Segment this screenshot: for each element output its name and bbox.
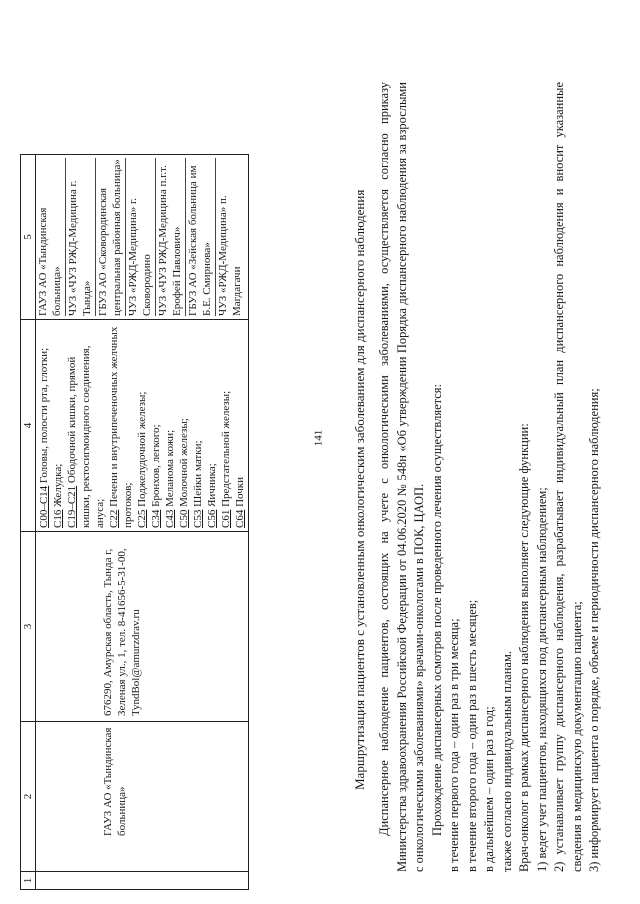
diagnosis-text: Желудка;: [52, 463, 64, 510]
diagnosis-text: Молочной железы;: [178, 418, 190, 510]
diagnosis-item: [135, 323, 149, 528]
table-row: [36, 155, 249, 890]
diagnosis-item: [233, 323, 247, 528]
diagnosis-text: Ободочной кишки, прямой кишки, ректосигмоидного соединения, ануса;: [66, 345, 106, 528]
row-number-cell: [36, 872, 249, 890]
organization-name: ГАУЗ АО «Тындинская больница»: [102, 727, 128, 836]
list-item: 3) информирует пациента о порядке, объеме и периодичности диспансерного наблюдения;: [587, 388, 601, 872]
table-header-cell: 3: [21, 532, 36, 722]
paragraph: Врач-онколог в рамках диспансерного наблюдения выполняет следующие функции:: [517, 423, 531, 872]
facility-item: ГБУЗ АО «Сковородинская центральная районная больница»: [96, 158, 126, 316]
diagnosis-text: Яичника;: [206, 463, 218, 510]
table-header-cell: 4: [21, 320, 36, 532]
diagnosis-text: Почки: [234, 476, 246, 510]
diagnosis-text: Меланома кожи;: [164, 429, 176, 510]
organization-cell: [36, 722, 249, 872]
body-text: [376, 82, 604, 872]
diagnosis-text: Поджелудочной железы;: [136, 391, 148, 510]
list-item: 1) ведет учет пациентов, находящихся под диспансерным наблюдением;: [534, 487, 549, 872]
table-header-cell: 2: [21, 722, 36, 872]
paragraph: Диспансерное наблюдение пациентов, состоящих на учете с онкологическими заболеваниями, осуществляется согласно приказу Министерства здравоохранения Российской Федерации от 04.06.2020 № 548н «Об утверждении Порядка диспансерного наблюдения за взрослыми с онкологическими заболеваниями» врачами-онкологами в ПОК, ЦАОП.: [377, 82, 426, 872]
diagnosis-code: C22: [108, 509, 120, 528]
list-item: в течение второго года – один раз в шесть месяцев;: [464, 599, 479, 872]
facility-item: ЧУЗ «РЖД-Медицина» п. Магдагачи: [217, 195, 243, 316]
page-number: 141: [312, 429, 325, 447]
diagnosis-code: C64: [234, 509, 246, 528]
facility-item: ЧУЗ «ЧУЗ РЖД-Медицина п.г.т. Ерофей Павлович»: [156, 158, 186, 316]
diagnosis-code: C34: [150, 509, 162, 528]
diagnosis-item: [205, 323, 219, 528]
diagnosis-item: [107, 323, 135, 528]
address-text: 676290, Амурская область, Тында г, Зеленая ул., 1, тел. 8-41656-5-31-00, TyndBol@amurzdrav.ru: [102, 548, 142, 716]
diagnosis-item: [51, 323, 65, 528]
diagnosis-item: [163, 323, 177, 528]
paragraph: Прохождение диспансерных осмотров после проведенного лечения осуществляется:: [429, 383, 444, 836]
routing-table: [20, 154, 249, 890]
diagnosis-code: C61: [220, 509, 232, 528]
diagnosis-code: C50: [178, 509, 190, 528]
diagnosis-code: C25: [136, 509, 148, 528]
diagnosis-item: [65, 323, 107, 528]
table-header-cell: 5: [21, 155, 36, 320]
list-item: 2) устанавливает группу диспансерного наблюдения, разрабатывает индивидуальный план диспансерного наблюдения и вносит указанные сведения в медицинскую документацию пациента;: [552, 82, 584, 872]
diagnosis-text: Печени и внутрипеченочных желчных протоков;: [108, 326, 134, 528]
list-item: в течение первого года – один раз в три месяца;: [447, 618, 461, 872]
list-item: также согласно индивидуальным планам.: [499, 650, 514, 872]
diagnosis-text: Бронхов, легкого;: [150, 424, 162, 510]
diagnosis-text: Предстательной железы;: [220, 390, 232, 510]
diagnosis-code: C56: [206, 509, 218, 528]
table-header-row: [21, 155, 36, 890]
diagnoses-cell: [36, 320, 249, 532]
diagnosis-text: Шейки матки;: [192, 440, 204, 510]
list-item: в дальнейшем – один раз в год;: [482, 706, 496, 872]
diagnosis-code: C53: [192, 509, 204, 528]
diagnosis-item: [149, 323, 163, 528]
table-header-cell: 1: [21, 872, 36, 890]
rotated-page-content: [12, 40, 601, 900]
facilities-cell: [36, 155, 249, 320]
address-cell: [36, 532, 249, 722]
diagnosis-item: [191, 323, 205, 528]
facility-item: ГБУЗ АО «Зейская больница им Б.Е. Смирнова»: [186, 158, 216, 316]
section-heading: Маршрутизация пациентов с установленным онкологическим заболеванием для диспансерного наблюдения: [352, 189, 367, 790]
diagnosis-code: C00–C14: [38, 485, 50, 528]
diagnosis-code: C43: [164, 509, 176, 528]
facility-item: ГАУЗ АО «Тындинская больница»: [36, 158, 66, 316]
diagnosis-text: Головы, полости рта, глотки;: [38, 347, 50, 486]
facility-item: ЧУЗ «РЖД-Медицина» г. Сковородино: [126, 158, 156, 316]
diagnosis-item: [177, 323, 191, 528]
diagnosis-code: C16: [52, 509, 64, 528]
diagnosis-code: C19–C21: [66, 485, 78, 528]
diagnosis-item: [37, 323, 51, 528]
diagnosis-item: [219, 323, 233, 528]
facility-item: ЧУЗ «ЧУЗ РЖД-Медицина г. Тында»: [66, 158, 96, 316]
